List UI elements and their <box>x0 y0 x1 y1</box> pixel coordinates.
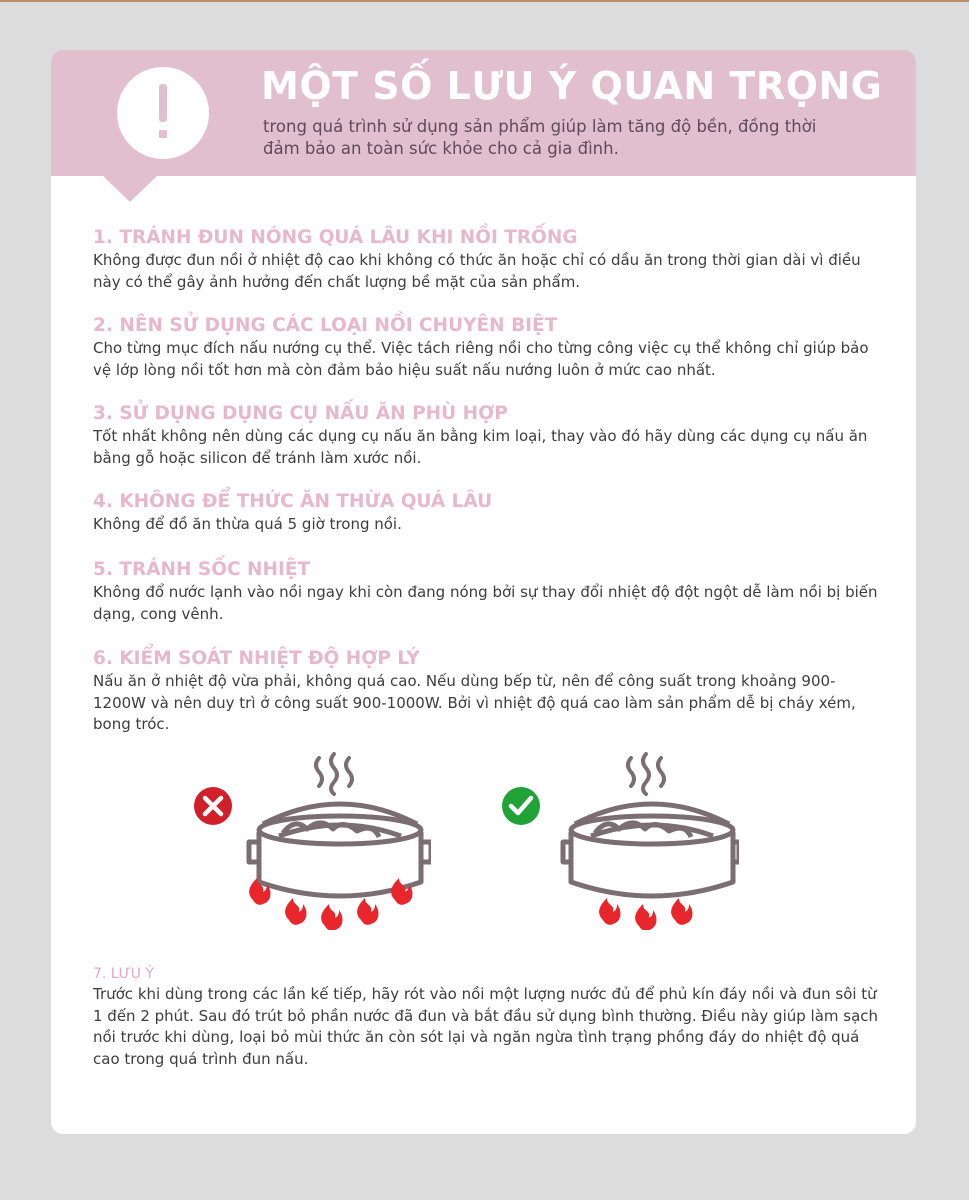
pot-too-hot-illustration <box>191 750 431 930</box>
steam-icon <box>316 754 352 794</box>
tip-body: Không để đồ ăn thừa quá 5 giờ trong nồi. <box>93 515 402 533</box>
tip-body: Không đổ nước lạnh vào nồi ngay khi còn đang nóng bởi sự thay đổi nhiệt độ đột ngột dễ làm nồi bị biến dạng, cong vênh. <box>93 583 878 623</box>
tip-body: Tốt nhất không nên dùng các dụng cụ nấu ăn bằng kim loại, thay vào đó hãy dùng các dụng cụ nấu ăn bằng gỗ hoặc silicon để tránh làm xước nồi. <box>93 427 868 467</box>
flames-icon <box>599 898 692 930</box>
notice-card <box>51 50 916 1134</box>
exclamation-icon <box>148 82 178 144</box>
tip-body: Trước khi dùng trong các lần kế tiếp, hãy rót vào nồi một lượng nước đủ để phủ kín đáy nồi và đun sôi từ 1 đến 2 phút. Sau đó trút bỏ phần nước đã đun và bắt đầu sử dụng bình thường. Điều này giúp làm sạch nồi trước khi dùng, loại bỏ mùi thức ăn còn sót lại và ngăn ngừa tình trạng phồng đáy do nhiệt độ quá cao trong quá trình đun nấu. <box>93 985 879 1068</box>
header-pointer <box>103 176 157 202</box>
tip-title: 7. LƯU Ý <box>93 966 154 982</box>
page-subtitle: trong quá trình sử dụng sản phẩm giúp làm tăng độ bền, đồng thời đảm bảo an toàn sức khỏe cho cả gia đình. <box>263 117 817 158</box>
steam-icon <box>628 754 664 794</box>
top-accent-line <box>0 0 969 2</box>
tip-body: Cho từng mục đích nấu nướng cụ thể. Việc tách riêng nồi cho từng công việc cụ thể không chỉ giúp bảo vệ lớp lòng nồi tốt hơn mà còn đảm bảo hiệu suất nấu nướng luôn ở mức cao nhất. <box>93 339 869 379</box>
tip-title: 6. KIỂM SOÁT NHIỆT ĐỘ HỢP LÝ <box>93 648 420 669</box>
page-title: MỘT SỐ LƯU Ý QUAN TRỌNG <box>261 64 883 108</box>
tip-title: 3. SỬ DỤNG DỤNG CỤ NẤU ĂN PHÙ HỢP <box>93 403 508 424</box>
tip-7 <box>93 964 883 1070</box>
tip-title: 5. TRÁNH SỐC NHIỆT <box>93 559 311 580</box>
tip-body: Nấu ăn ở nhiệt độ vừa phải, không quá cao. Nếu dùng bếp từ, nên để công suất trong khoảng 900-1200W và nên duy trì ở công suất 900-1000W. Bởi vì nhiệt độ quá cao làm sản phẩm dễ bị cháy xém, bong tróc. <box>93 672 856 733</box>
tip-4 <box>93 490 883 536</box>
tip-6 <box>93 647 883 736</box>
header-banner <box>51 50 916 176</box>
tip-title: 1. TRÁNH ĐUN NÓNG QUÁ LÂU KHI NỒI TRỐNG <box>93 227 578 248</box>
tip-5 <box>93 558 883 625</box>
pot-icon <box>249 804 431 896</box>
pot-correct-heat-illustration <box>499 750 739 930</box>
tip-body: Không được đun nồi ở nhiệt độ cao khi không có thức ăn hoặc chỉ có dầu ăn trong thời gian dài vì điều này có thể gây ảnh hưởng đến chất lượng bề mặt của sản phẩm. <box>93 251 861 291</box>
tip-2 <box>93 314 883 381</box>
tip-3 <box>93 402 883 469</box>
tip-title: 2. NÊN SỬ DỤNG CÁC LOẠI NỒI CHUYÊN BIỆT <box>93 315 558 336</box>
tip-1 <box>93 226 883 293</box>
tip-title: 4. KHÔNG ĐỂ THỨC ĂN THỪA QUÁ LÂU <box>93 491 493 512</box>
alert-badge <box>117 67 209 159</box>
pot-icon <box>563 804 739 896</box>
check-icon <box>502 787 540 825</box>
cross-icon <box>194 787 232 825</box>
